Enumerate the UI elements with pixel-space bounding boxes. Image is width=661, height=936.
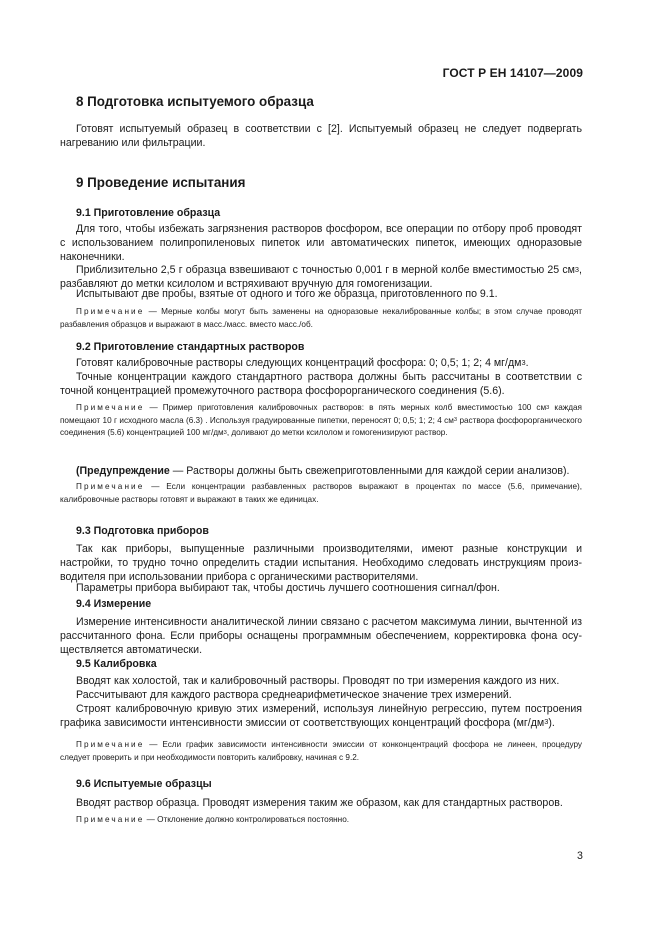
section-9-5-paragraph-3-text-b: ). bbox=[548, 716, 555, 729]
superscript: 3 bbox=[453, 417, 458, 424]
superscript: 3 bbox=[521, 357, 526, 367]
section-9-3-paragraph-2-text: Параметры прибора выбирают так, чтобы достичь лучшего соотношения сигнал/фон. bbox=[76, 582, 500, 594]
warning-paragraph bbox=[60, 465, 582, 479]
section-9-4-heading: 9.4 Измерение bbox=[76, 598, 152, 610]
superscript: 3 bbox=[546, 404, 550, 411]
section-9-3-paragraph-2 bbox=[60, 582, 582, 596]
section-9-1-paragraph-3-text: Испытывают две пробы, взятые от одного и того же образца, приготовленного по 9.1. bbox=[76, 288, 498, 300]
section-9-6-heading: 9.6 Испытуемые образцы bbox=[76, 778, 212, 790]
note-text: — Если график зависимости интенсивности эмиссии от конконцентраций фосфора не линеен, процедуру следует проверить и при необходимости повторить калибровку, начиная с 9.2. bbox=[60, 740, 582, 762]
superscript: 3 bbox=[544, 717, 549, 727]
note-label: Примечание bbox=[76, 403, 145, 412]
section-9-1-heading: 9.1 Приготовление образца bbox=[76, 207, 221, 219]
section-9-3-paragraph-1 bbox=[60, 543, 582, 584]
section-8-heading: 8 Подготовка испытуемого образца bbox=[76, 94, 314, 109]
section-9-5-paragraph-3-text-a: Строят калибровочную кривую этих измерений, используя линейную регрессию, путем построения графика зависимости интенсивности эмиссии от соответствующих концентраций фосфора (мг/дм bbox=[60, 703, 582, 729]
note-text: — Отклонение должно контролироваться постоянно. bbox=[144, 815, 350, 824]
note-text-b: каждая помещают 10 г исходного масла (6.3) . Используя градуированные пипетки, переносят 0; 0,5; 1; 2; 4 см bbox=[60, 403, 582, 425]
section-9-5-paragraph-1-text: Вводят как холостой, так и калибровочный растворы. Проводят по три измерения каждого из них. bbox=[76, 675, 560, 687]
note-label: Примечание bbox=[76, 740, 145, 749]
section-9-1-paragraph-1-text: Для того, чтобы избежать загрязнения растворов фосфором, все операции по отбору проб проводят с использованием полипропиленовых пипеток или автоматических пипеток, имеющих одноразовые наконечники. bbox=[60, 223, 582, 263]
note-text-d: , доливают до метки ксилолом и гомогенизируют раствор. bbox=[226, 428, 448, 438]
section-9-6-note bbox=[60, 814, 582, 827]
section-9-1-paragraph-1 bbox=[60, 223, 582, 264]
note-label: Примечание bbox=[76, 815, 145, 824]
section-9-5-paragraph-1 bbox=[60, 675, 582, 689]
section-9-3-paragraph-1-text: Так как приборы, выпущенные различными производителями, имеют разные конструкции и настройки, то трудно точно определить стадии испытания. Необходимо следовать инструкциям производителя при использовании прибора с органическими растворителями. bbox=[60, 543, 582, 583]
section-9-6-paragraph-text: Вводят раствор образца. Проводят измерения таким же образом, как для стандартных растворов. bbox=[76, 797, 563, 809]
section-9-2-note-1 bbox=[60, 402, 582, 440]
section-9-1-paragraph-3 bbox=[60, 288, 582, 302]
note-label: Примечание bbox=[76, 307, 145, 316]
section-9-5-note bbox=[60, 739, 582, 764]
warning-text: — Растворы должны быть свежеприготовленными для каждой серии анализов). bbox=[169, 465, 570, 477]
note-text: — Мерные колбы могут быть заменены на одноразовые некалиброванные колбы; в этом случае проводят разбавления образцов и выражают в масс./масс. вместо масс./об. bbox=[60, 307, 582, 329]
superscript: 3 bbox=[223, 430, 227, 437]
section-8-paragraph-text: Готовят испытуемый образец в соответствии с [2]. Испытуемый образец не следует подвергать нагреванию или фильтрации. bbox=[60, 123, 582, 149]
section-9-2-paragraph-1-text-b: . bbox=[525, 357, 529, 369]
section-9-5-heading: 9.5 Калибровка bbox=[76, 658, 157, 670]
section-9-3-heading: 9.3 Подготовка приборов bbox=[76, 525, 209, 537]
document-header: ГОСТ Р ЕН 14107—2009 bbox=[442, 66, 583, 80]
section-9-2-paragraph-1-text-a: Готовят калибровочные растворы следующих концентраций фосфора: 0; 0,5; 1; 2; 4 мг/дм bbox=[76, 357, 522, 369]
page-number: 3 bbox=[577, 850, 583, 862]
section-9-heading: 9 Проведение испытания bbox=[76, 175, 246, 190]
section-9-2-paragraph-1 bbox=[60, 357, 582, 371]
section-8-paragraph bbox=[60, 123, 582, 151]
note-label: Примечание bbox=[76, 482, 145, 491]
section-9-1-paragraph-2-text-b: , разбавляют до метки ксилолом и встряхивают вручную для гомогенизации. bbox=[60, 264, 582, 290]
note-text-c: раствора фосфорорганического соединения (5.6) концентрацией 100 мг/дм bbox=[60, 415, 582, 438]
note-text-a: — Пример приготовления калибровочных растворов: в пять мерных колб вместимостью 100 см bbox=[144, 403, 547, 412]
warning-label: (Предупреждение bbox=[76, 465, 170, 477]
section-9-2-heading: 9.2 Приготовление стандартных растворов bbox=[76, 341, 305, 353]
section-9-4-paragraph bbox=[60, 616, 582, 657]
section-9-5-paragraph-3 bbox=[60, 703, 582, 731]
section-9-1-paragraph-2-text-a: Приблизительно 2,5 г образца взвешивают с точностью 0,001 г в мерной колбе вместимостью 25 см bbox=[76, 264, 575, 276]
section-9-5-paragraph-2 bbox=[60, 689, 582, 703]
section-9-1-note bbox=[60, 306, 582, 331]
section-9-6-paragraph bbox=[60, 797, 582, 811]
note-text: — Если концентрации разбавленных растворов выражают в процентах по массе (5.6, примечание), калибровочные растворы готовят и выражают в таких же единицах. bbox=[60, 482, 582, 504]
superscript: 3 bbox=[574, 264, 580, 274]
section-9-2-paragraph-2 bbox=[60, 371, 582, 399]
section-9-4-paragraph-text: Измерение интенсивности аналитической линии связано с расчетом максимума линии, вычтенной из рассчитанного фона. Если приборы оснащены программным обеспечением, корректировка фона осуществляется автоматически. bbox=[60, 616, 582, 656]
section-9-5-paragraph-2-text: Рассчитывают для каждого раствора среднеарифметическое значение трех измерений. bbox=[76, 689, 512, 701]
section-9-2-paragraph-2-text: Точные концентрации каждого стандартного раствора должны быть рассчитаны в соответствии с точной концентрацией промежуточного раствора фосфорорганического соединения (5.6). bbox=[60, 371, 582, 397]
section-9-2-note-2 bbox=[60, 481, 582, 506]
